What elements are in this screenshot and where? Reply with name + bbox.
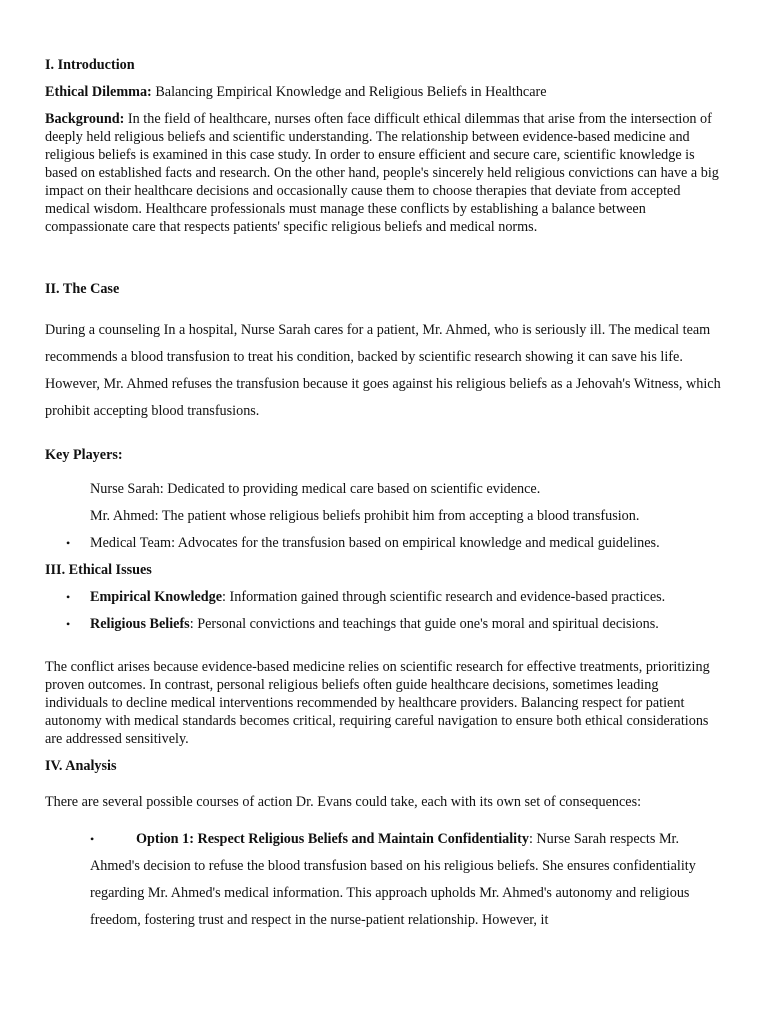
- option-1-item: [45, 826, 725, 934]
- issue-term: Empirical Knowledge: [90, 589, 223, 605]
- player-medical-team: [45, 534, 725, 552]
- issue-religious-beliefs: [45, 615, 725, 633]
- case-heading: II. The Case: [45, 281, 120, 297]
- ethical-dilemma-line: [45, 83, 725, 101]
- conflict-paragraph: The conflict arises because evidence-based medicine relies on scientific research for effective treatments, prioritizing proven outcomes. In contrast, personal religious beliefs often guide healthcare decisions, sometimes leading individuals to decline medical interventions recommended by healthcare providers. Balancing respect for patient autonomy with medical standards becomes critical, requiring careful navigation to ensure both ethical considerations are addressed sensitively.: [45, 659, 710, 747]
- bullet-icon: •: [66, 590, 71, 604]
- bullet-icon: •: [66, 536, 71, 550]
- player-nurse-sarah: Nurse Sarah: Dedicated to providing medical care based on scientific evidence.: [90, 481, 541, 497]
- player-medical-team-text: Medical Team: Advocates for the transfusion based on empirical knowledge and medical guidelines.: [90, 535, 660, 551]
- option-1-title: Option 1: Respect Religious Beliefs and Maintain Confidentiality: [136, 831, 529, 847]
- ethical-issues-heading: III. Ethical Issues: [45, 562, 152, 578]
- player-mr-ahmed: Mr. Ahmed: The patient whose religious beliefs prohibit him from accepting a blood transfusion.: [90, 508, 640, 524]
- key-players-heading: Key Players:: [45, 447, 123, 463]
- document-page: [45, 56, 725, 934]
- issue-empirical-knowledge: [45, 588, 725, 606]
- ethical-dilemma-text: Balancing Empirical Knowledge and Religious Beliefs in Healthcare: [151, 84, 547, 100]
- analysis-heading: IV. Analysis: [45, 758, 117, 774]
- intro-heading: I. Introduction: [45, 57, 135, 73]
- bullet-icon: •: [90, 832, 95, 846]
- issue-text: : Information gained through scientific research and evidence-based practices.: [222, 589, 666, 605]
- issue-text: : Personal convictions and teachings that guide one's moral and spiritual decisions.: [189, 616, 659, 632]
- background-label: Background:: [45, 111, 125, 127]
- bullet-icon: •: [66, 617, 71, 631]
- ethical-dilemma-label: Ethical Dilemma:: [45, 84, 152, 100]
- option-1-text: : Nurse Sarah respects Mr. Ahmed's decision to refuse the blood transfusion based on his religious beliefs. She ensures confidentiality regarding Mr. Ahmed's medical information. This approach upholds Mr. Ahmed's autonomy and religious freedom, fostering trust and respect in the nurse-patient relationship. However, it: [90, 831, 696, 928]
- background-text: In the field of healthcare, nurses often face difficult ethical dilemmas that arise from the intersection of deeply held religious beliefs and scientific understanding. The relationship between evidence-based medicine and religious beliefs is examined in this case study. In order to ensure efficient and secure care, scientific knowledge is based on established facts and research. On the other hand, people's sincerely held religious convictions can have a big impact on their healthcare decisions and occasionally cause them to choose therapies that deviate from accepted medical wisdom. Healthcare professionals must manage these conflicts by establishing a balance between compassionate care that respects patients' specific religious beliefs and medical norms.: [45, 111, 719, 235]
- issue-term: Religious Beliefs: [90, 616, 190, 632]
- case-paragraph: During a counseling In a hospital, Nurse Sarah cares for a patient, Mr. Ahmed, who is seriously ill. The medical team recommends a blood transfusion to treat his condition, backed by scientific research showing it can save his life. However, Mr. Ahmed refuses the transfusion because it goes against his religious beliefs as a Jehovah's Witness, which prohibit accepting blood transfusions.: [45, 322, 721, 419]
- analysis-intro: There are several possible courses of action Dr. Evans could take, each with its own set of consequences:: [45, 794, 642, 810]
- background-paragraph: [45, 110, 725, 236]
